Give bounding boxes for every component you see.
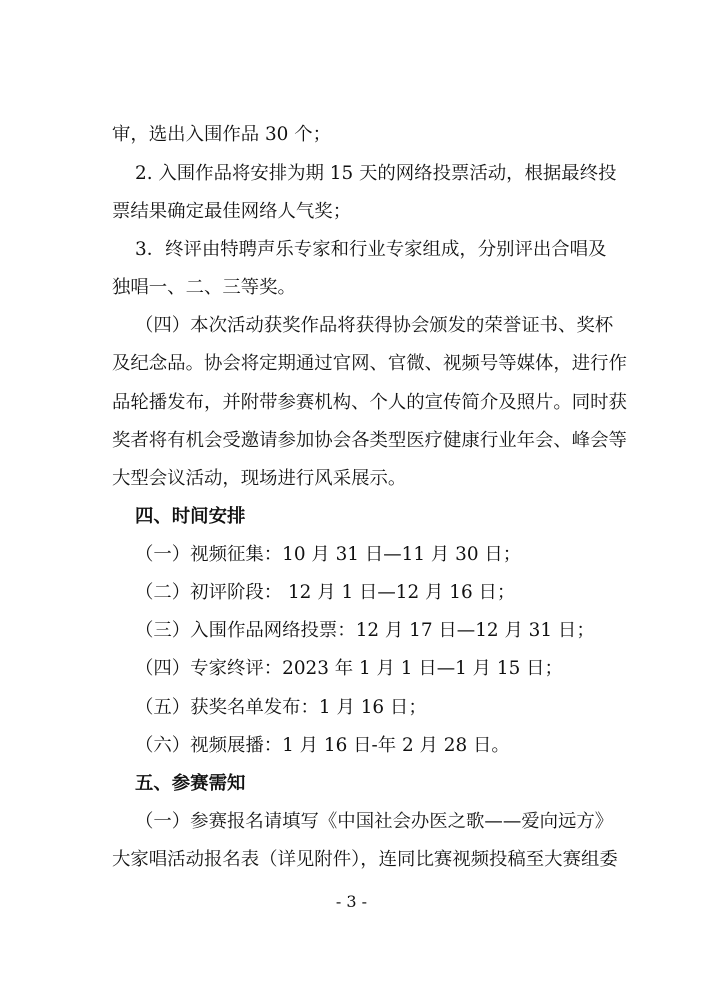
section-heading: 五、参赛需知	[135, 773, 246, 794]
paragraph-line: 审，选出入围作品 30 个；	[112, 124, 331, 145]
paragraph-line: （一）参赛报名请填写《中国社会办医之歌——爱向远方》	[135, 811, 614, 832]
schedule-item: （二）初评阶段： 12 月 1 日—12 月 16 日；	[135, 582, 516, 603]
paragraph-line: 3．终评由特聘声乐专家和行业专家组成，分别评出合唱及	[135, 239, 607, 260]
schedule-item: （一）视频征集：10 月 31 日—11 月 30 日；	[135, 544, 522, 565]
paragraph-line: 独唱一、二、三等奖。	[112, 277, 296, 298]
paragraph-line: 大型会议活动，现场进行风采展示。	[112, 468, 407, 489]
schedule-item: （三）入围作品网络投票：12 月 17 日—12 月 31 日；	[135, 620, 595, 641]
paragraph-line: 2. 入围作品将安排为期 15 天的网络投票活动，根据最终投	[135, 163, 617, 184]
schedule-item: （四）专家终评：2023 年 1 月 1 日—1 月 15 日；	[135, 658, 563, 679]
paragraph-line: 奖者将有机会受邀请参加协会各类型医疗健康行业年会、峰会等	[112, 430, 627, 451]
page-number: - 3 -	[335, 892, 368, 911]
paragraph-line: 大家唱活动报名表（详见附件），连同比赛视频投稿至大赛组委	[112, 849, 618, 870]
schedule-item: （五）获奖名单发布：1 月 16 日；	[135, 697, 427, 718]
paragraph-line: 票结果确定最佳网络人气奖；	[112, 201, 352, 222]
paragraph-line: （四）本次活动获奖作品将获得协会颁发的荣誉证书、奖杯	[135, 315, 614, 336]
schedule-item: （六）视频展播：1 月 16 日-年 2 月 28 日。	[135, 735, 510, 756]
paragraph-line: 品轮播发布，并附带参赛机构、个人的宣传简介及照片。同时获	[112, 392, 627, 413]
section-heading: 四、时间安排	[135, 506, 246, 527]
paragraph-line: 及纪念品。协会将定期通过官网、官微、视频号等媒体，进行作	[112, 353, 627, 374]
